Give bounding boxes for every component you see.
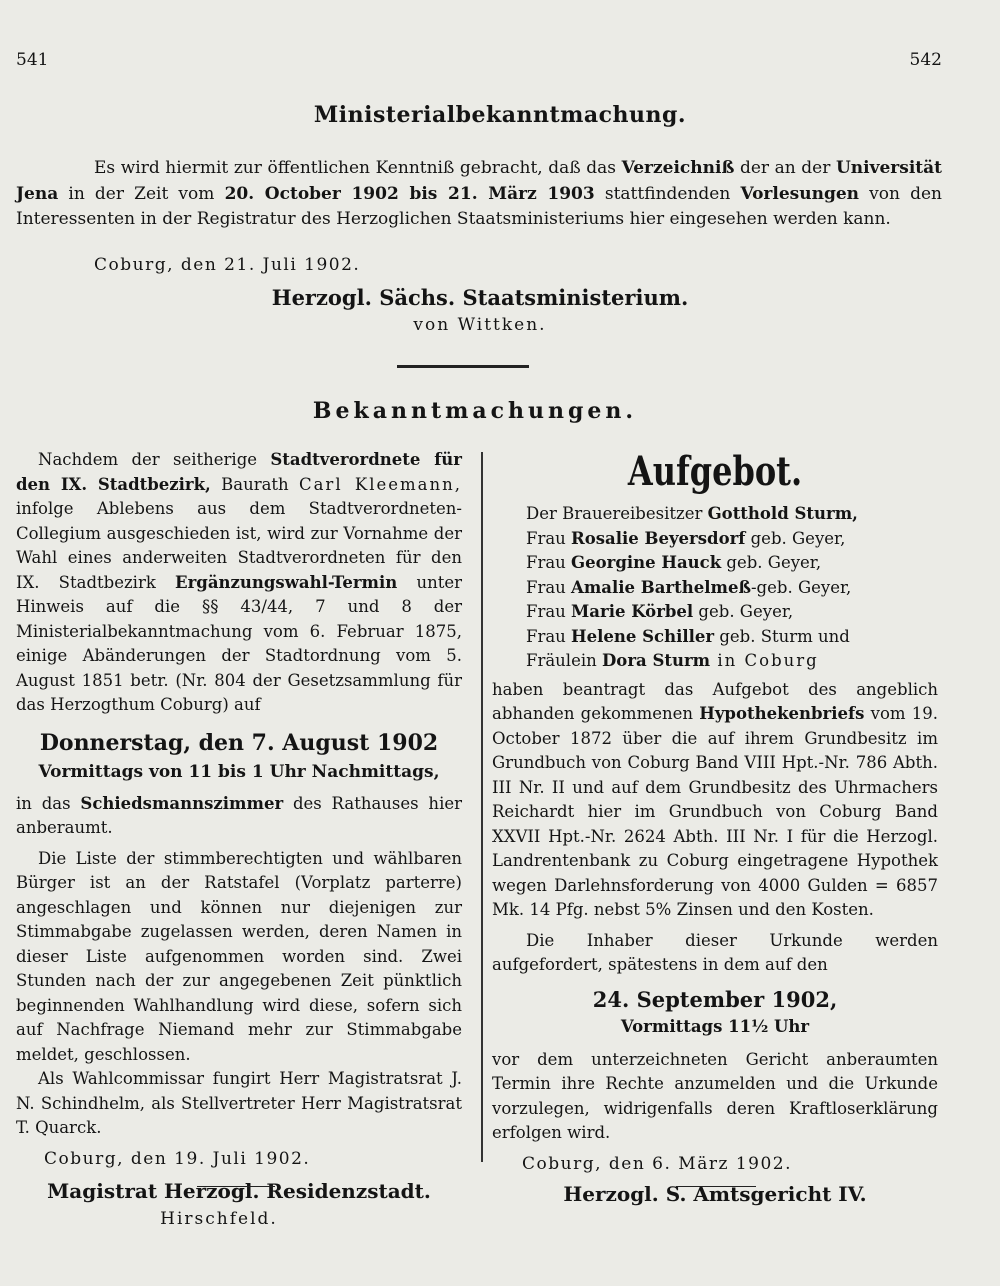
election-text-1: Nachdem der seitherige <box>38 450 271 469</box>
ministerial-body-bold-4: Vorlesungen <box>740 183 860 204</box>
aufgebot-heading: Aufgebot. <box>627 448 803 495</box>
page-number-right: 542 <box>909 50 942 70</box>
voter-list-paragraph: Die Liste der stimmberechtigten und wählbaren Bürger ist an der Ratstafel (Vorplatz parterre) angeschlagen und können nur diejenigen zur Stimmabgabe zugelassen werden, deren Namen in dieser Liste aufgenommen worden sind. Zwei Stunden nach der zur angegebenen Zeit pünktlich beginnenden Wahlhandlung wird diese, sofern sich auf Nachfrage Niemand mehr zur Stimmabgabe meldet, geschlossen. <box>16 848 462 1064</box>
ministerial-body-text-2: der an der <box>734 158 836 178</box>
claimant-name: Helene Schiller <box>571 626 715 646</box>
claimant-line <box>526 649 938 674</box>
claimant-name: Dora Sturm <box>602 651 711 670</box>
claimant-line <box>526 502 938 527</box>
claimant-line <box>526 527 938 552</box>
claimant-name: Rosalie Beyersdorf <box>571 528 746 548</box>
election-notice-paragraph <box>16 448 462 718</box>
election-text-3: infolge Ablebens aus dem Stadtverordneten-Collegium ausgeschieden ist, wird zur Vornahme der Wahl eines anderweiten Stadtverordneten für den IX. Stadtbezirk <box>16 499 462 592</box>
claimant-line <box>526 551 938 576</box>
claimant-suffix: geb. Geyer, <box>693 602 794 621</box>
election-text-4: unter Hinweis auf die §§ 43/44, 7 und 8 der Ministerialbekanntmachung vom 6. Februar 1875, einige Abänderungen der Stadtordnung vom 5. August 1851 betr. (Nr. 804 der Gesetzsammlung für das Herzogthum Coburg) auf <box>16 572 462 714</box>
page-number-left: 541 <box>16 50 49 70</box>
election-text-2: Baurath <box>210 474 299 494</box>
claimant-prefix: Fräulein <box>526 651 602 670</box>
left-date: Coburg, den 19. Juli 1902. <box>44 1148 311 1169</box>
aufgebot-text-1: haben beantragt das Aufgebot des angeblich abhanden gekommenen <box>492 679 938 723</box>
right-date: Coburg, den 6. März 1902. <box>522 1153 793 1174</box>
claimant-prefix: Frau <box>526 553 572 572</box>
summons-paragraph: Die Inhaber dieser Urkunde werden aufgefordert, spätestens in dem auf den <box>492 930 938 974</box>
claimant-suffix: geb. Geyer, <box>721 553 822 572</box>
ministerial-body-text-5: von den Interessenten in der Registratur des Herzoglichen Staatsministeriums hier eingesehen werden kann. <box>16 183 942 230</box>
claimant-suffix: geb. Sturm und <box>714 626 850 646</box>
right-column <box>492 446 938 1206</box>
claimant-prefix: Der Brauereibesitzer <box>526 504 708 523</box>
claimant-suffix: geb. Geyer, <box>745 528 846 548</box>
election-location-bold: Schiedsmannszimmer <box>80 793 284 813</box>
ministerial-body-bold-2: Universität Jena <box>16 158 942 204</box>
claimant-name: Amalie Barthelmeß <box>571 577 751 597</box>
election-location-text-2: des Rathauses hier anberaumt. <box>16 793 462 837</box>
election-location-text-1: in das <box>16 793 81 813</box>
claimant-line <box>526 600 938 625</box>
aufgebot-text-2: vom 19. October 1872 über die auf ihrem Grundbesitz im Grundbuch von Coburg Band VIII Hpt.-Nr. 786 Abth. III Nr. II und auf dem Grundbesitz des Uhrmachers Reichardt hier im Grundbuch von Coburg Band XXVII Hpt.-Nr. 2624 Abth. III Nr. I für die Herzogl. Landrentenbank zu Coburg eingetragene Hypothek wegen Darlehnsforderung von 4000 Gulden = 6857 Mk. 14 Pfg. nebst 5% Zinsen und den Kosten. <box>492 704 938 919</box>
election-date: Donnerstag, den 7. August 1902 <box>39 729 439 756</box>
claimant-prefix: Frau <box>526 626 572 646</box>
claimants-list <box>492 502 938 674</box>
election-time: Vormittags von 11 bis 1 Uhr Nachmittags, <box>38 761 440 782</box>
commissioner-paragraph: Als Wahlcommissar fungirt Herr Magistratsrat J. N. Schindhelm, als Stellvertreter Herr Magistratsrat T. Quarck. <box>16 1069 462 1137</box>
left-column <box>16 448 462 1229</box>
election-bold-1: Stadtverordnete für den IX. Stadtbezirk, <box>16 450 462 494</box>
left-signature: Hirschfeld. <box>160 1208 278 1229</box>
right-authority: Herzogl. S. Amtsgericht IV. <box>563 1181 867 1206</box>
ministerial-heading: Ministerialbekanntmachung. <box>313 102 687 128</box>
claimant-name: Gotthold Sturm, <box>707 504 858 523</box>
left-end-rule <box>197 1186 275 1187</box>
claimant-line <box>526 625 938 650</box>
divider-rule <box>397 365 529 368</box>
claimant-prefix: Frau <box>526 602 572 621</box>
claimant-name: Georgine Hauck <box>571 553 722 572</box>
ministerial-date: Coburg, den 21. Juli 1902. <box>94 255 361 275</box>
aufgebot-paragraph <box>492 678 938 923</box>
claimant-name: Marie Körbel <box>571 602 694 621</box>
ministerial-body-bold-1: Verzeichniß <box>621 158 735 178</box>
claimant-suffix: in Coburg <box>710 651 819 670</box>
aufgebot-bold: Hypothekenbriefs <box>699 704 865 723</box>
claimant-suffix: -geb. Geyer, <box>750 577 852 597</box>
election-location <box>16 792 462 841</box>
ministerial-signature: von Wittken. <box>413 315 547 335</box>
claimant-prefix: Frau <box>526 528 572 548</box>
ministerial-body-text-3: in der Zeit vom <box>58 183 225 204</box>
aufgebot-time: Vormittags 11½ Uhr <box>620 1016 810 1036</box>
left-authority: Magistrat Herzogl. Residenzstadt. <box>47 1178 431 1203</box>
claimant-line <box>526 576 938 601</box>
right-end-rule <box>676 1186 756 1187</box>
ministerial-body <box>16 156 942 233</box>
election-name: Carl Kleemann, <box>298 474 462 494</box>
aufgebot-date: 24. September 1902, <box>592 986 838 1012</box>
claimant-prefix: Frau <box>526 577 572 597</box>
ministerial-body-text-4: stattfindenden <box>594 183 741 204</box>
election-bold-2: Ergänzungswahl-Termin <box>175 572 398 592</box>
deadline-paragraph: vor dem unterzeichneten Gericht anberaumten Termin ihre Rechte anzumelden und die Urkunde vorzulegen, widrigenfalls deren Kraftloserklärung erfolgen wird. <box>492 1049 938 1142</box>
ministerial-body-text-1: Es wird hiermit zur öffentlichen Kenntniß gebracht, daß das <box>94 158 622 178</box>
section-heading: Bekanntmachungen. <box>312 398 638 424</box>
column-divider <box>481 452 483 1162</box>
ministerial-authority: Herzogl. Sächs. Staatsministerium. <box>271 285 689 310</box>
ministerial-body-bold-3: 20. October 1902 bis 21. März 1903 <box>224 183 595 204</box>
